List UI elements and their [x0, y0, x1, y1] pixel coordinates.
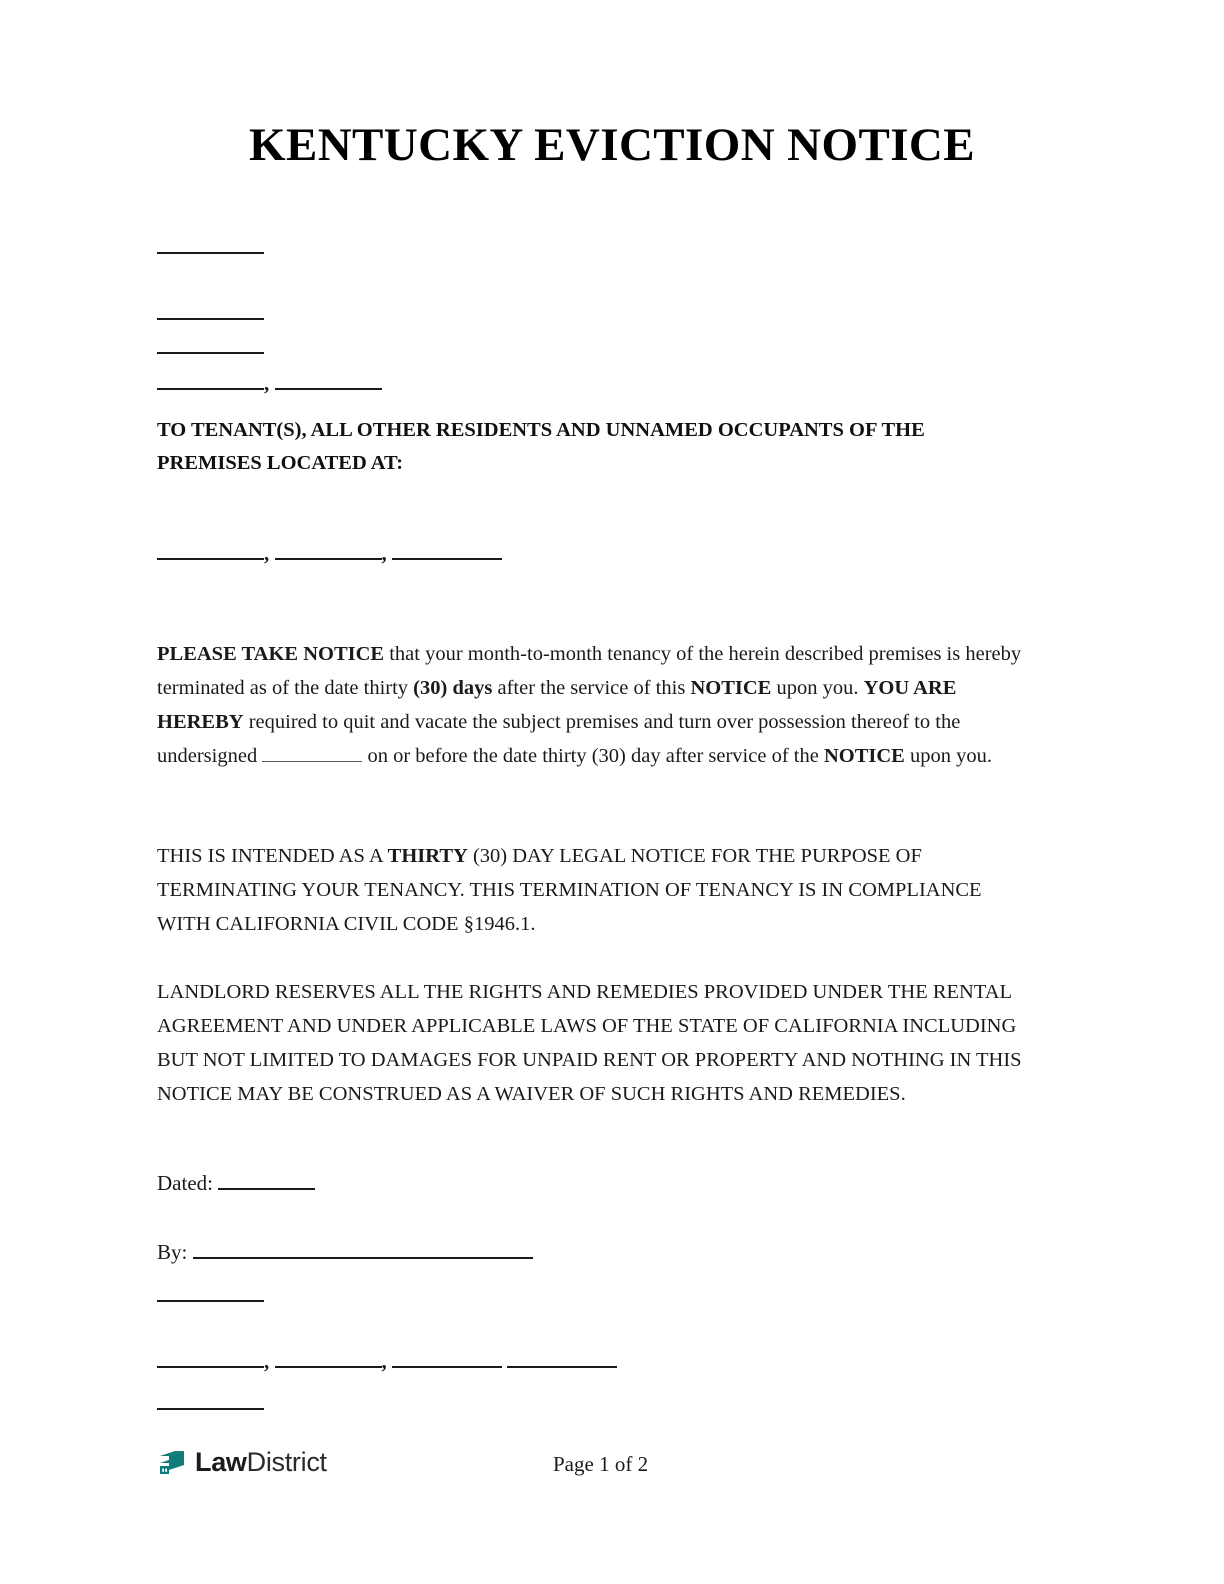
signer-phone-blank[interactable] [157, 1408, 264, 1410]
landlord-street-blank[interactable] [157, 318, 264, 320]
notice-text-1: that your month-to-month tenancy of the herein described premises is hereby terminated as of the date thirty [157, 642, 1022, 699]
signature-by-row [157, 1240, 533, 1265]
premises-street-blank[interactable] [157, 558, 264, 560]
logo-word-law: Law [195, 1446, 247, 1477]
signer-city-blank[interactable] [275, 1366, 382, 1368]
lawdistrict-logo[interactable] [157, 1447, 327, 1477]
signer-name-blank[interactable] [157, 1300, 264, 1302]
addressee-heading: TO TENANT(S), ALL OTHER RESIDENTS AND UNNAMED OCCUPANTS OF THE PREMISES LOCATED AT: [157, 419, 925, 475]
undersigned-blank[interactable] [262, 761, 362, 762]
thirty-bold: THIRTY [387, 844, 468, 867]
notice-bold-1: NOTICE [690, 676, 772, 699]
signer-phone-blank-row [157, 1393, 264, 1414]
separator-comma: , [264, 1349, 270, 1373]
dated-label: Dated: [157, 1171, 213, 1195]
premises-state-blank[interactable] [392, 558, 502, 560]
signer-state-blank[interactable] [392, 1366, 502, 1368]
logo-word-district: District [246, 1446, 327, 1477]
thirty-days-bold: (30) days [413, 676, 493, 699]
separator-comma: , [264, 541, 270, 565]
notice-text-5: on or before the date thirty (30) day after service of the [362, 744, 824, 767]
dated-blank[interactable] [218, 1188, 315, 1190]
page-footer [0, 1443, 1224, 1503]
intent-text-2: (30) DAY LEGAL NOTICE FOR THE PURPOSE OF TERMINATING YOUR TENANCY. THIS TERMINATION OF TENANCY IS IN COMPLIANCE WITH CALIFORNIA CIVIL CODE §1946.1. [157, 844, 982, 935]
notice-bold-2: NOTICE [823, 744, 905, 767]
signer-name-blank-row [157, 1285, 264, 1306]
landlord-state-blank[interactable] [275, 388, 382, 390]
landlord-street-blank-row [157, 303, 264, 324]
premises-address-blank-row [157, 543, 502, 564]
notice-text-6: upon you. [904, 744, 992, 767]
by-label: By: [157, 1240, 188, 1264]
landlord-street2-blank-row [157, 337, 264, 358]
landlord-street2-blank[interactable] [157, 352, 264, 354]
reservation-paragraph: LANDLORD RESERVES ALL THE RIGHTS AND REMEDIES PROVIDED UNDER THE RENTAL AGREEMENT AND UNDER APPLICABLE LAWS OF THE STATE OF CALIFORNIA INCLUDING BUT NOT LIMITED TO DAMAGES FOR UNPAID RENT OR PROPERTY AND NOTHING IN THIS NOTICE MAY BE CONSTRUED AS A WAIVER OF SUCH RIGHTS AND REMEDIES. [157, 980, 1022, 1105]
signature-blank[interactable] [193, 1257, 533, 1259]
separator-comma: , [264, 371, 270, 395]
you-are-hereby-bold: YOU ARE HEREBY [157, 676, 957, 733]
dated-row [157, 1171, 315, 1196]
landlord-name-blank-row [157, 237, 264, 258]
notice-paragraph [157, 637, 1023, 773]
lawdistrict-wordmark [195, 1446, 327, 1477]
please-take-notice-bold: PLEASE TAKE NOTICE [157, 642, 385, 665]
landlord-city-blank[interactable] [157, 388, 264, 390]
signer-address-blank-row [157, 1351, 617, 1372]
intent-paragraph [157, 839, 1023, 941]
lawdistrict-stacked-pages-icon [157, 1447, 187, 1477]
page-number: Page 1 of 2 [553, 1452, 649, 1476]
separator-comma: , [381, 541, 387, 565]
notice-text-2: after the service of this [492, 676, 691, 699]
notice-text-4: required to quit and vacate the subject premises and turn over possession thereof to the undersigned [157, 710, 961, 767]
landlord-name-blank[interactable] [157, 252, 264, 254]
landlord-citystate-blank-row [157, 373, 382, 394]
intent-text-1: THIS IS INTENDED AS A [157, 844, 388, 867]
signer-zip-blank[interactable] [507, 1366, 617, 1368]
premises-city-blank[interactable] [275, 558, 382, 560]
separator-comma: , [381, 1349, 387, 1373]
signer-street-blank[interactable] [157, 1366, 264, 1368]
notice-text-3: upon you. [771, 676, 864, 699]
page-title: KENTUCKY EVICTION NOTICE [248, 119, 976, 171]
